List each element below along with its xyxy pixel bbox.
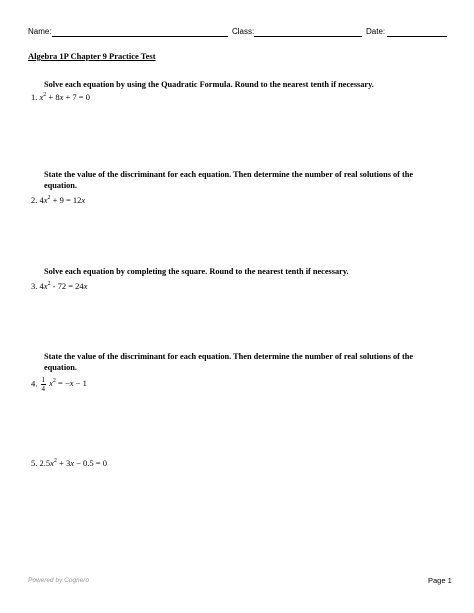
date-blank-line[interactable] — [387, 36, 447, 37]
page-title: Algebra 1P Chapter 9 Practice Test — [28, 51, 156, 61]
problem-4-number: 4. — [31, 378, 38, 389]
section-2-instruction: State the value of the discriminant for each equation. Then determine the number of real solutions of the equation. — [44, 170, 414, 190]
section-4-instruction: State the value of the discriminant for each equation. Then determine the number of real solutions of the equation. — [44, 352, 414, 372]
name-blank-line[interactable] — [52, 36, 228, 37]
problem-2 — [31, 195, 85, 205]
problem-2-number: 2. — [31, 195, 38, 205]
date-label: Date: — [366, 27, 386, 36]
problem-3 — [31, 281, 87, 291]
fraction-one-fourth: $\frac{1}{4}$ — [41, 376, 45, 393]
problem-2-equation: $4x^2 + 9 = 12x$ — [39, 195, 86, 205]
problem-5-equation: $2.5x^2 + 3x - 0.5 = 0$ — [39, 458, 107, 468]
section-3-instruction: Solve each equation by completing the square. Round to the nearest tenth if necessary. — [44, 267, 349, 276]
section-1-instruction: Solve each equation by using the Quadratic Formula. Round to the nearest tenth if necessary. — [44, 80, 374, 89]
name-label: Name: — [28, 27, 52, 36]
problem-3-equation: $4x^2 - 72 = 24x$ — [39, 281, 88, 291]
problem-3-number: 3. — [31, 281, 38, 291]
problem-1-equation: $x^2 + 8x + 7 = 0$ — [39, 92, 90, 102]
class-label: Class: — [232, 27, 255, 36]
page-number: Page 1 — [428, 576, 452, 585]
powered-by-footer: Powered by Cognero — [28, 577, 90, 584]
problem-1 — [31, 92, 90, 102]
problem-4 — [31, 376, 87, 393]
problem-5 — [31, 458, 107, 468]
problem-4-equation: $\frac{1}{4}$ $x^2 = -x - 1$ — [41, 376, 87, 393]
problem-5-number: 5. — [31, 458, 38, 468]
problem-1-number: 1. — [31, 92, 38, 102]
class-blank-line[interactable] — [254, 36, 362, 37]
